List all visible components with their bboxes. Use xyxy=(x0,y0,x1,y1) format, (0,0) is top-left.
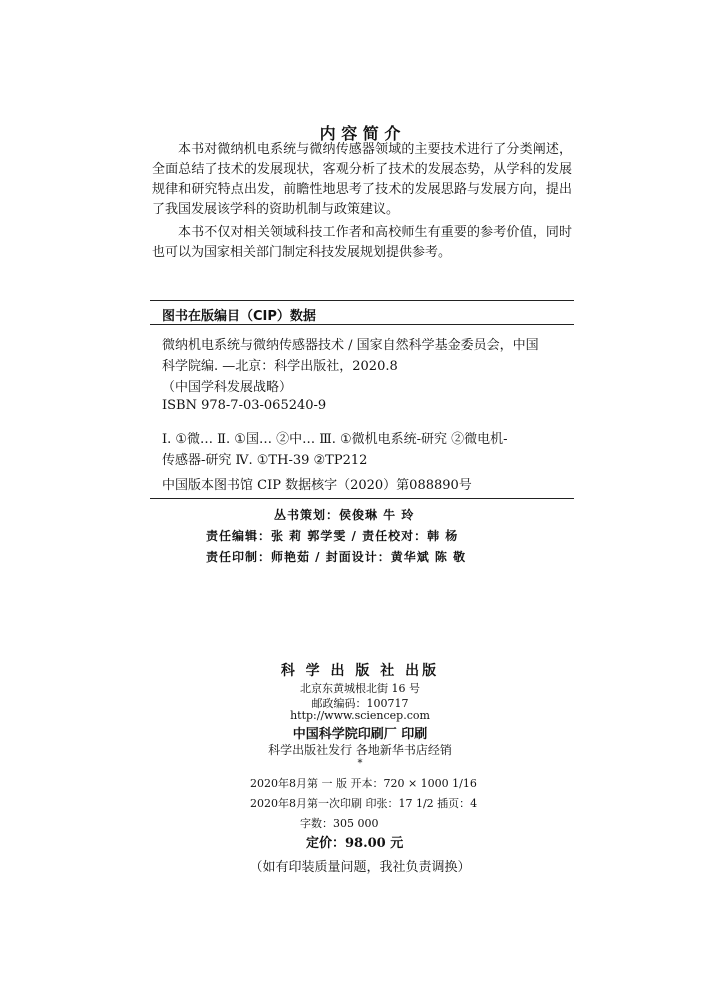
printing-line: 2020年8月第一次印刷 印张：17 1/2 插页：4 xyxy=(250,797,478,810)
publisher-address: 北京东黄城根北街 16 号 xyxy=(300,682,420,695)
production-line: 责任印制：师艳茹 / 封面设计：黄华斌 陈 敬 xyxy=(206,550,467,564)
cip-title-line: 微纳机电系统与微纳传感器技术 / 国家自然科学基金委员会，中国 xyxy=(162,338,539,353)
cip-classification-1: Ⅰ. ①微… Ⅱ. ①国… ②中… Ⅲ. ①微机电系统-研究 ②微电机- xyxy=(162,432,508,447)
price: 定价：98.00 元 xyxy=(306,836,404,851)
cip-classification-2: 传感器-研究 Ⅳ. ①TH-39 ②TP212 xyxy=(162,453,368,468)
cip-series: （中国学科发展战略） xyxy=(162,380,293,395)
printer: 中国科学院印刷厂 印刷 xyxy=(292,727,428,742)
cip-isbn: ISBN 978-7-03-065240-9 xyxy=(162,398,327,413)
separator-star: * xyxy=(357,758,363,769)
publisher-url: http://www.sciencep.com xyxy=(290,709,430,722)
quality-note: （如有印装质量问题，我社负责调换） xyxy=(249,860,471,875)
publisher-postcode: 邮政编码：100717 xyxy=(311,697,409,710)
cip-publisher-line: 科学院编. —北京：科学出版社，2020.8 xyxy=(162,359,398,374)
editors-line: 责任编辑：张 莉 郭学雯 / 责任校对：韩 杨 xyxy=(206,529,459,543)
cip-record: 中国版本图书馆 CIP 数据核字（2020）第088890号 xyxy=(162,478,472,493)
publisher-name: 科 学 出 版 社 出版 xyxy=(280,663,440,679)
cip-bottom-rule xyxy=(150,498,574,499)
edition-line: 2020年8月第 一 版 开本：720 × 1000 1/16 xyxy=(250,777,477,790)
distribution: 科学出版社发行 各地新华书店经销 xyxy=(268,743,452,757)
word-count: 字数：305 000 xyxy=(300,817,379,830)
summary-paragraph-2: 本书不仅对相关领域科技工作者和高校师生有重要的参考价值，同时也可以为国家相关部门制定科技发展规划提供参考。 xyxy=(152,225,572,260)
series-planner: 丛书策划：侯俊琳 牛 玲 xyxy=(274,508,415,522)
cip-heading: 图书在版编目（CIP）数据 xyxy=(162,309,316,324)
summary-title: 内 容 简 介 xyxy=(319,124,401,143)
summary-paragraph-1: 本书对微纳机电系统与微纳传感器领域的主要技术进行了分类阐述，全面总结了技术的发展现状，客观分析了技术的发展态势，从学科的发展规律和研究特点出发，前瞻性地思考了技术的发展思路与发展方向，提出了我国发展该学科的资助机制与政策建议。 xyxy=(152,142,572,217)
cip-top-rule xyxy=(150,300,574,301)
cip-heading-rule xyxy=(150,324,574,325)
